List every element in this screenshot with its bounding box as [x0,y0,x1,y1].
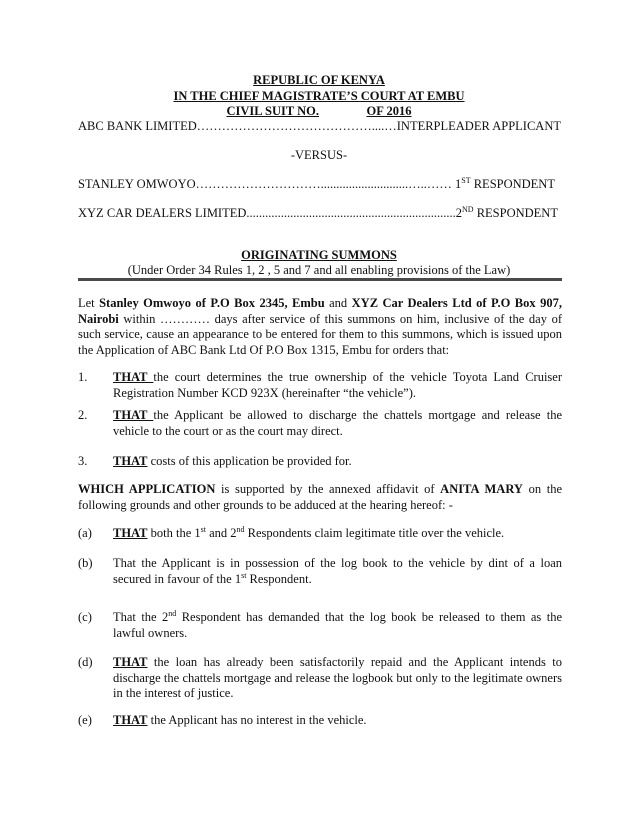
intro-and: and [324,296,352,310]
ground-that: THAT [113,655,148,669]
ground-item-e [78,713,562,729]
ground-text: That the Applicant is in possession of the log book to the vehicle by dint of a loan secured in favour of the 1 [113,556,562,586]
ground-letter: (e) [78,713,92,727]
suit-label: CIVIL SUIT NO. [226,104,319,118]
suit-year: OF 2016 [366,104,412,118]
grounds-intro-mid: is supported by the annexed affidavit of [215,482,441,496]
respondent-2-reference: XYZ Car Dealers Ltd of P.O Box 907, Nairobi [78,296,562,326]
grounds-intro-rest: on the following grounds and other grounds to be adduced at the hearing hereof: - [78,482,563,512]
versus-line: -VERSUS- [290,148,348,162]
ordinal-suffix: nd [168,608,177,618]
ground-item-c [78,610,562,642]
respondent-1-role: RESPONDENT [470,177,555,191]
ground-that: THAT [113,713,148,727]
summons-subtitle: (Under Order 34 Rules 1, 2 , 5 and 7 and all enabling provisions of the Law) [127,263,511,277]
ground-text: That the 2 [113,610,169,624]
respondent-2-ordinal-suffix: ND [462,204,474,214]
respondent-1-line [78,177,562,192]
order-number: 3. [78,454,88,468]
grounds-intro-paragraph [78,482,562,513]
intro-text: within ………… days after service of this summons on him, inclusive of the day of such service, cause an appearance to be entered for them to this summons, which is issued upon the Application of ABC Bank Ltd Of P.O Box 1315, Embu for orders that: [78,311,562,357]
respondent-1-ordinal-suffix: ST [461,175,471,185]
title-divider [78,278,562,281]
order-text: the court determines the true ownership of the vehicle Toyota Land Cruiser Registration Number KCD 923X (hereinafter “the vehicle”). [113,370,562,400]
deponent-name: ANITA MARY [440,482,523,496]
intro-let: Let [78,296,100,310]
order-item-3 [78,454,562,470]
court-heading: IN THE CHIEF MAGISTRATE’S COURT AT EMBU [173,89,465,103]
ground-letter: (c) [78,610,92,624]
ground-text: the loan has already been satisfactorily repaid and the Applicant intends to discharge the chattels mortgage and release the logbook but only to the legitimate owners in the interest of justice. [113,655,562,700]
ground-letter: (d) [78,655,93,669]
respondent-1-dots: …………………………............................…..…… [195,177,455,191]
respondent-2-name: XYZ CAR DEALERS LIMITED [78,206,247,220]
order-item-2 [78,408,562,440]
ground-item-b [78,556,562,588]
applicant-name: ABC BANK LIMITED [78,119,197,133]
respondent-2-ordinal: 2 [455,206,463,220]
ground-text: both the 1 [147,526,201,540]
ground-letter: (a) [78,526,92,540]
order-item-1 [78,370,562,402]
ground-letter: (b) [78,556,93,570]
respondent-2-dots: ................................................................... [246,206,456,220]
order-text: the Applicant be allowed to discharge the chattels mortgage and release the vehicle to the court or as the court may direct. [113,408,562,438]
applicant-dots: ……………………………………....… [196,119,397,133]
ground-that: THAT [113,526,148,540]
respondent-1-ordinal: 1 [455,177,462,191]
ground-text: the Applicant has no interest in the vehicle. [147,713,367,727]
order-text: costs of this application be provided for. [147,454,352,468]
order-that: THAT [113,454,148,468]
ground-item-d [78,655,562,703]
ground-text: and 2 [205,526,237,540]
ground-item-a [78,526,562,542]
ordinal-suffix: st [241,570,247,580]
order-number: 1. [78,370,88,384]
which-application: WHICH APPLICATION [78,482,216,496]
ground-text: Respondent. [246,571,312,586]
intro-paragraph [78,296,562,358]
ground-text: Respondents claim legitimate title over the vehicle. [244,526,505,540]
order-that: THAT [113,370,154,384]
ordinal-suffix: st [200,524,206,534]
ordinal-suffix: nd [236,524,245,534]
applicant-line [78,119,562,134]
respondent-1-reference: Stanley Omwoyo of P.O Box 2345, Embu [99,296,325,310]
republic-heading: REPUBLIC OF KENYA [253,73,385,87]
order-number: 2. [78,408,88,422]
summons-title: ORIGINATING SUMMONS [241,248,397,262]
order-that: THAT [113,408,154,422]
respondent-1-name: STANLEY OMWOYO [78,177,196,191]
respondent-2-role: RESPONDENT [473,206,558,220]
applicant-role: INTERPLEADER APPLICANT [396,119,561,133]
ground-text: Respondent has demanded that the log book be released to them as the lawful owners. [113,610,562,640]
respondent-2-line [78,206,562,221]
suit-heading [0,104,638,119]
